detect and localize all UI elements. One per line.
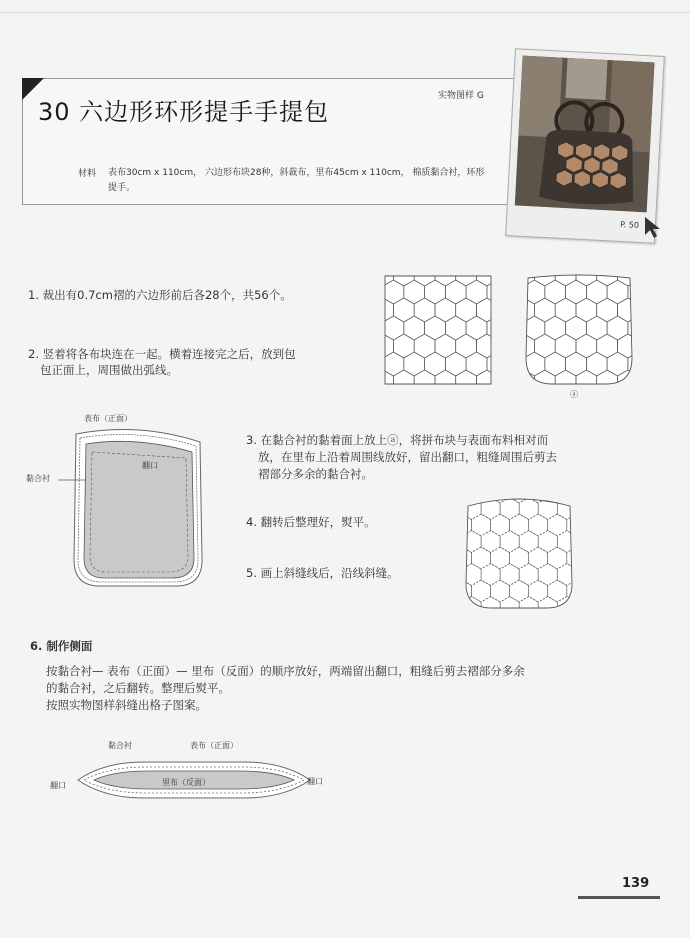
hex-cell <box>586 244 607 268</box>
hex-cell <box>472 481 491 503</box>
side-label-interfacing: 黏合衬 <box>108 741 132 750</box>
hex-grid-diagram <box>383 274 493 386</box>
hex-cell <box>524 244 545 268</box>
hex-cell <box>628 244 649 268</box>
hex-cell <box>519 465 538 487</box>
bag-layers-diagram <box>66 420 206 595</box>
hex-cell <box>503 280 524 304</box>
quilted-bag-diagram <box>462 492 576 612</box>
hex-cell <box>443 564 462 586</box>
step-3-line-3: 褶部分多余的黏合衬。 <box>258 467 373 481</box>
side-label-outer-fabric: 表布（正面） <box>190 741 238 750</box>
label-interfacing: 黏合衬 <box>26 474 50 483</box>
photo-page-ref: P. 50 <box>619 219 640 230</box>
materials-text: 表布30cm x 110cm， 六边形布块28种，斜裁布，里布45cm x 110cm， 棉质黏合衬，环形提手。 <box>108 168 485 193</box>
hex-cell <box>433 514 452 536</box>
hex-cell <box>493 262 514 286</box>
page-number: 139 <box>622 876 650 891</box>
hex-cell <box>383 244 404 268</box>
bag-photo-image <box>515 56 655 213</box>
outline <box>385 276 491 384</box>
marker-a: ⓐ <box>570 390 578 399</box>
label-opening: 翻口 <box>142 461 158 470</box>
hex-cell <box>545 244 566 268</box>
hex-cell <box>607 244 628 268</box>
hex-cell <box>500 465 519 487</box>
step-6-line-1: 按黏合衬— 表布（正面）— 里布（反面）的顺序放好，两端留出翻口，粗缝后剪去褶部分多余 <box>46 664 525 678</box>
hex-cell <box>433 481 452 503</box>
hex-cell <box>433 547 452 569</box>
hex-cell <box>493 298 514 322</box>
hex-cell <box>576 564 595 586</box>
hex-cell <box>628 280 649 304</box>
hex-cell <box>352 370 373 394</box>
hex-cell <box>404 244 425 268</box>
hex-cell <box>576 597 595 619</box>
leader-line <box>58 479 88 483</box>
hex-cell <box>362 352 383 376</box>
hex-cell <box>576 531 595 553</box>
hex-cell <box>462 465 481 487</box>
step-1: 1. 裁出有0.7cm褶的六边形前后各28个，共56个。 <box>28 288 292 302</box>
hex-cell <box>443 597 462 619</box>
hex-cell <box>425 244 446 268</box>
hex-cell <box>362 316 383 340</box>
materials-label: 材料 <box>78 169 97 179</box>
hex-cell <box>503 352 524 376</box>
hex-cell <box>443 531 462 553</box>
hex-cell <box>566 244 587 268</box>
reference-label: 实物图样 G <box>438 91 484 101</box>
step-3-line-1: 3. 在黏合衬的黏着面上放上ⓐ，将拼布块与表面布料相对而 <box>246 433 549 447</box>
bag-illustration <box>515 56 655 213</box>
side-label-opening-right: 翻口 <box>307 777 323 786</box>
hex-cell <box>362 244 383 268</box>
step-4: 4. 翻转后整理好，熨平。 <box>246 515 376 529</box>
hex-cell <box>567 481 586 503</box>
hex-cell <box>557 465 576 487</box>
side-label-opening-left: 翻口 <box>50 781 66 790</box>
hex-cell <box>503 316 524 340</box>
hex-cell <box>466 244 487 268</box>
hex-cell <box>503 244 524 268</box>
hex-cell <box>433 580 452 602</box>
hex-cell <box>481 465 500 487</box>
step-6-line-3: 按照实物图样斜缝出格子图案。 <box>46 698 207 712</box>
top-rule <box>0 12 690 13</box>
hex-cell <box>443 465 462 487</box>
step-6-line-2: 的黏合衬，之后翻转。整理后熨平。 <box>46 681 230 695</box>
pointer-arrow-icon <box>643 215 663 241</box>
label-outer-fabric: 表布（正面） <box>84 414 132 423</box>
hex-cell <box>493 370 514 394</box>
hex-cell <box>352 262 373 286</box>
outline <box>526 275 632 384</box>
step-3-line-2: 放，在里布上沿着周围线放好，留出翻口，粗缝周围后剪去 <box>258 450 557 464</box>
hex-cell <box>493 334 514 358</box>
hex-cell <box>453 481 472 503</box>
step-2-line-2: 包正面上，周围做出弧线。 <box>40 363 178 377</box>
hex-cell <box>443 498 462 520</box>
hex-cell <box>445 244 466 268</box>
hex-cell <box>576 498 595 520</box>
side-label-lining: 里布（反面） <box>162 778 210 787</box>
page-number-bar <box>578 896 660 899</box>
hex-cell <box>362 280 383 304</box>
outline <box>466 499 572 608</box>
product-photo <box>505 48 665 244</box>
hex-cell <box>352 334 373 358</box>
hex-cell <box>352 298 373 322</box>
step-5: 5. 画上斜缝线后，沿线斜缝。 <box>246 566 399 580</box>
page-title: 30 六边形环形提手手提包 <box>38 98 330 126</box>
step-6-title: 6. 制作侧面 <box>30 639 93 653</box>
hex-cell <box>548 481 567 503</box>
hex-grid-bag-diagram <box>524 274 634 386</box>
step-2-line-1: 2. 竖着将各布块连在一起。横着连接完之后，放到包 <box>28 347 296 361</box>
hex-cell <box>576 465 595 487</box>
hex-cell <box>538 465 557 487</box>
hex-cell <box>487 244 508 268</box>
